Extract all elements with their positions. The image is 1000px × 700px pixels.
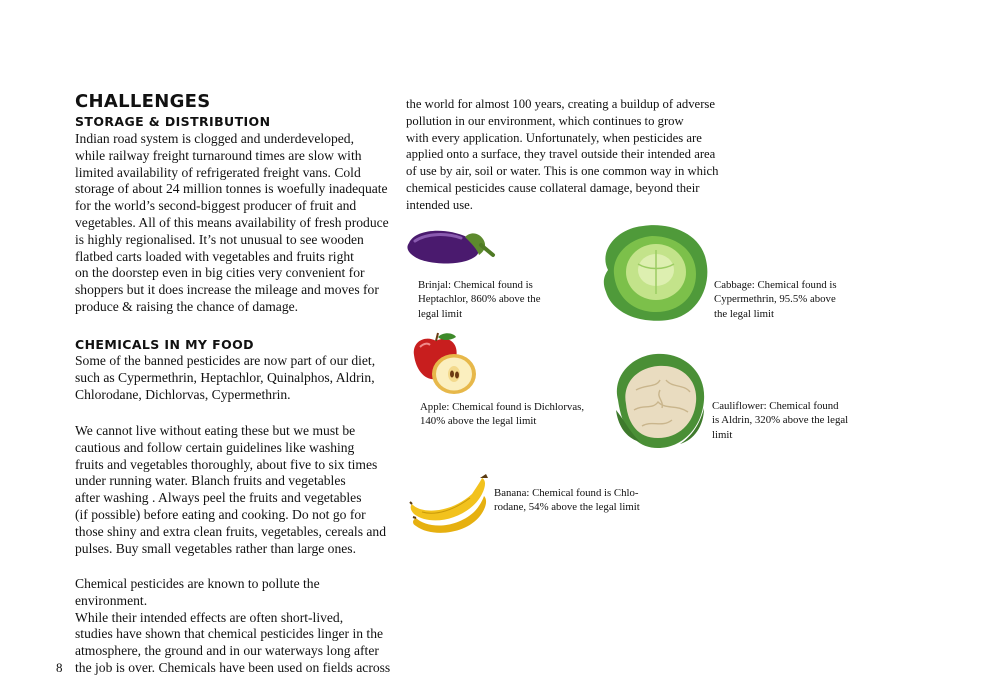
- apple-image: [410, 333, 480, 395]
- cauliflower-caption: Cauliflower: Chemical found is Aldrin, 320% above the legal limit: [712, 400, 849, 441]
- chemicals-paragraph-3: Chemical pesticides are known to pollute the environment. While their intended effects are often short-lived, studies have shown that chemical pesticides linger in the atmosphere, the ground and in our waterways long after the job is over. Chemicals have been used on fields across: [75, 576, 391, 675]
- banana-caption: Banana: Chemical found is Chlo- rodane, 54% above the legal limit: [494, 487, 640, 514]
- chemicals-paragraph-2: We cannot live without eating these but we must be cautious and follow certain guidelines like washing fruits and vegetables thoroughly, about five to six times under running water. Blanch fruits and vegetables after washing . Always peel the fruits and vegetables (if possible) before eating and cooking. Do not go for those shiny and extra clean fruits, vegetables, cereals and pulses. Buy small vegetables rather than large ones.: [75, 423, 387, 556]
- brinjal-image: [405, 225, 495, 270]
- cabbage-image: [598, 220, 710, 325]
- page-number: 8: [56, 660, 63, 675]
- storage-heading: STORAGE & DISTRIBUTION: [75, 114, 271, 129]
- cauliflower-image: [612, 350, 708, 450]
- chemicals-heading: CHEMICALS IN MY FOOD: [75, 337, 254, 352]
- chemicals-paragraph-4: the world for almost 100 years, creating a buildup of adverse pollution in our environment, which continues to grow with every application. Unfortunately, when pesticides are applied onto a surface, they travel outside their intended area of use by air, soil or water. This is one common way in which chemical pesticides cause collateral damage, beyond their intended use.: [406, 97, 719, 212]
- brinjal-caption: Brinjal: Chemical found is Heptachlor, 860% above the legal limit: [418, 279, 541, 320]
- cabbage-caption: Cabbage: Chemical found is Cypermethrin, 95.5% above the legal limit: [714, 279, 837, 320]
- chemicals-paragraph-1: Some of the banned pesticides are now part of our diet, such as Cypermethrin, Heptachlor, Quinalphos, Aldrin, Chlorodane, Dichlorvas, Cypermethrin.: [75, 353, 376, 402]
- apple-caption: Apple: Chemical found is Dichlorvas, 140% above the legal limit: [420, 401, 585, 428]
- banana-image: [410, 474, 490, 536]
- storage-paragraph: Indian road system is clogged and underdeveloped, while railway freight turnaround times are slow with limited availability of refrigerated freight vans. Cold storage of about 24 million tonnes is woefully inadequate for the world’s second-biggest producer of fruit and vegetables. All of this means availability of fresh produce is highly regionalised. It’s not unusual to see wooden flatbed carts loaded with vegetables and fruits right on the doorstep even in big cities very convenient for shoppers but it does increase the mileage and moves for produce & raising the chance of damage.: [75, 131, 389, 314]
- section-title: CHALLENGES: [75, 91, 211, 112]
